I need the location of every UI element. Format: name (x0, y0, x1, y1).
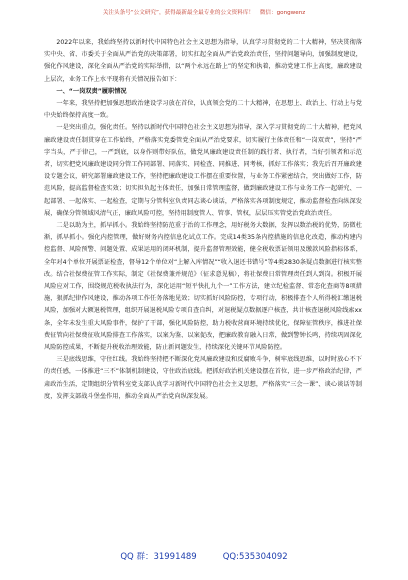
banner-promo-text: 关注头条号“公文研究”，获得最新最全最专业的公文资料库！ (102, 10, 255, 16)
paragraph-intro: 2022年以来，我始终坚持以新时代中国特色社会主义思想为指导，认真学习贯彻党的二十大精神，坚决贯彻落实中央、省、市委关于全面从严治党的决策部署，切实扛起全面从严治党政治责任，坚持问题导向，加强制度建设，强化作风建设，深化全面从严治党的实际举措，以“两个永远在路上”的坚定和执着，推动党建工作上高度，廉政建设上层次，业务工作上水平现将有关情况报告如下： (44, 39, 362, 83)
footer-contact (0, 548, 408, 566)
section-heading: 一、“一岗双责”履职情况 (56, 87, 127, 95)
footer-qq-group: QQ 群：31991489 (120, 552, 197, 562)
paragraph-study: 一年来，我坚持把加强思想政治建设学习放在首位，认真领会党的二十大精神，在思想上、政治上、行动上与党中央始终保持高度一致。 (44, 100, 362, 120)
document-body (44, 37, 362, 547)
paragraph-point-two: 二是以助为主，抓早抓小。我始终坚持防范重于治的工作理念，用好税务大数据，发挥以数治税的优势，防微杜渐，抓早抓小。强化内控管理，做好财务内控信息化试点工作。完成14类35条内控措施的信息化改造，推动构建内控监督、风险预警、问题处置、成果运用的闭环机制，提升监督管理效能，健全税收票证领用及缴款风险指标体系，全年对4个单位开展票证检查，督导12个单位对“上解入库情况”“收入退还书错号”等4类2830条疑点数据进行核实整改。结合社保费征管工作实际，制定《社保费兼并规范》（征求意见稿），将社保费日常管理责任到人到岗。积极开展风险应对工作，围绕规范税收执法行为，深化运用“短平快扎九个一”工作方法，建立纪检监督、常态化查商等8项措施，狠抓纪律作风建设，推动各项工作任务落地见效；切实抓好风险防控，专项行动，积极排查个人所得税汇缴退税风险，加强对大额退税管理，组织开展退税风险专项自查自纠，对退税疑点数据逐户核查，共计核查退税风险线索xx条，全年未发生重大风险事件，保护了干部，强化风险防控，助力税收营商环境持续优化，保障征管秩序，推进社保费征管向社保费征收风险排查工作落实，以案为鉴、以案促改，把廉政教育融入日常，做到警钟长鸣，持续巩固深化风险防控成果，不断提升税收治理效能，防止新问题发生，持续深化关键环节风险防控。 (44, 222, 362, 352)
paragraph-point-three: 三是底线思维，守住红线。我始终坚持把不断深化党风廉政建设和反腐败斗争，树牢底线思维，以时时放心不下的责任感，一体推进“三不”体制机制建设，守住政治底线。把抓好政治机关建设摆在首位，进一步严格政治纪律，严肃政治生活，定期组织分管科室党支部认真学习新时代中国特色社会主义思想，严格落实“三会一课”、谈心谈话等制度，发挥支部战斗堡垒作用，推动全面从严治党向纵深发展。 (44, 356, 362, 400)
banner-wechat-text: 微信：gongwenz (259, 10, 306, 16)
paragraph-point-one: 一是突出重点，强化责任。坚持以新时代中国特色社会主义思想为指导，深入学习贯彻党的二十大精神，把党风廉政建设责任制贯穿在工作始终，严格落实党委管党全面从严治党要求，切实履行主体责任和“一岗双责”，坚持“严字当头，严于律己，一严到底，以身作则带好队伍，做党风廉政建设责任制的践行者、执行者，当好引领者和示范者，切实把党风廉政建设同分管工作同部署、同落实、同检查、同推进、同考核，抓好工作落实；我先后召开廉政建设专题会议，研究部署廉政建设工作，坚持把廉政建设工作摆在重要位置，与业务工作紧密结合，突出做好工作，防范风险，提高监督检查实效；切实担负起主体责任，加强日常管理监督，做到廉政建设工作与业务工作一起研究、一起部署、一起落实、一起检查，定期与分管科室负责同志谈心谈话，严格落实各项制度规定，推动监督检查向纵深发展，确保分管领域风清气正，廉政风险可控，坚持用制度管人、管事、管权，层层压实管党治党政治责任。 (44, 124, 362, 217)
footer-qq-number: QQ:535304092 (222, 552, 288, 562)
top-banner (40, 6, 368, 20)
